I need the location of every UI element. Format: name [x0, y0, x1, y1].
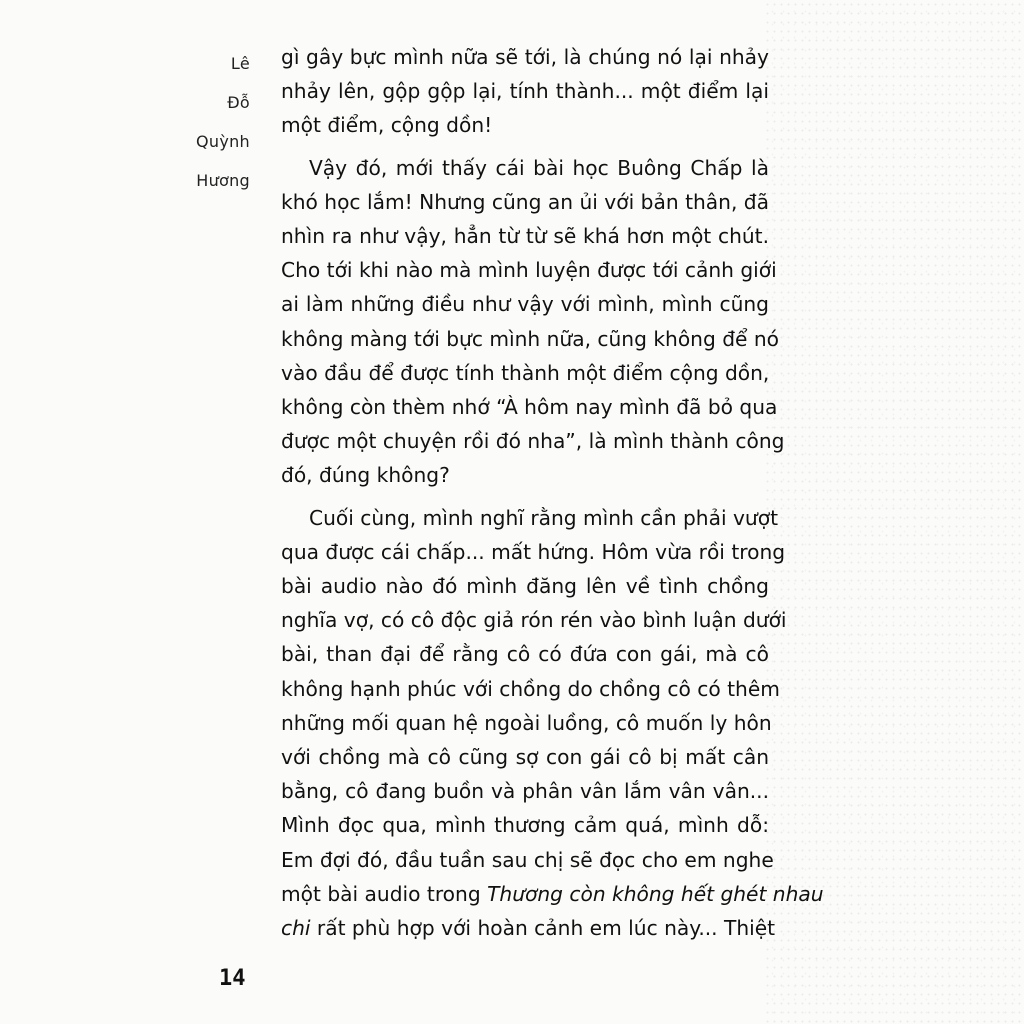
text-line: những mối quan hệ ngoài luồng, cô muốn ly hôn — [281, 710, 772, 735]
text-line: bằng, cô đang buồn và phân vân lắm vân vân... — [281, 779, 769, 804]
text-line: ai làm những điều như vậy với mình, mình cũng — [281, 292, 769, 317]
text-line: Mình đọc qua, mình thương cảm quá, mình dỗ: — [281, 813, 769, 838]
text-line: bài audio nào đó mình đăng lên về tình chồng — [281, 574, 769, 599]
text-segment: rất phù hợp với hoàn cảnh em lúc này... Thiệt — [310, 916, 776, 941]
book-title-italic: Thương còn không hết ghét nhau — [487, 881, 824, 906]
text-line: không còn thèm nhớ “À hôm nay mình đã bỏ qua — [281, 395, 778, 420]
text-line: một điểm, cộng dồn! — [281, 113, 493, 138]
paragraph-2 — [281, 151, 785, 493]
text-line: vào đầu để được tính thành một điểm cộng dồn, — [281, 360, 770, 385]
text-line: khó học lắm! Nhưng cũng an ủi với bản thân, đã — [281, 189, 769, 214]
running-author-name — [186, 44, 250, 200]
text-line: Em đợi đó, đầu tuần sau chị sẽ đọc cho em nghe — [281, 847, 774, 872]
text-line: không hạnh phúc với chồng do chồng cô có thêm — [281, 676, 780, 701]
text-line: được một chuyện rồi đó nha”, là mình thành công — [281, 429, 785, 454]
text-line: đó, đúng không? — [281, 463, 450, 488]
text-line: không màng tới bực mình nữa, cũng không để nó — [281, 326, 779, 351]
author-name-line-3: Quỳnh — [196, 132, 250, 151]
page-number: 14 — [219, 966, 246, 991]
text-line: nghĩa vợ, có cô độc giả rón rén vào bình luận dưới — [281, 608, 787, 633]
text-line: qua được cái chấp... mất hứng. Hôm vừa rồi trong — [281, 539, 786, 564]
text-line: Vậy đó, mới thấy cái bài học Buông Chấp là — [309, 155, 769, 180]
text-line-with-book-title — [281, 911, 776, 945]
author-name-line-2: Đỗ — [227, 93, 250, 112]
book-title-italic: chi — [281, 916, 311, 941]
paragraph-1 — [281, 40, 769, 143]
text-line: Cho tới khi nào mà mình luyện được tới cảnh giới — [281, 258, 777, 283]
text-line: bài, than đại để rằng cô có đứa con gái, mà cô — [281, 642, 769, 667]
text-line: với chồng mà cô cũng sợ con gái cô bị mất cân — [281, 745, 769, 770]
text-line: Cuối cùng, mình nghĩ rằng mình cần phải vượt — [309, 505, 778, 530]
body-text — [281, 40, 824, 953]
text-segment: một bài audio trong — [281, 881, 488, 906]
author-name-line-4: Hương — [196, 171, 250, 190]
text-line-with-book-title — [281, 877, 824, 911]
paragraph-3 — [281, 501, 824, 946]
text-line: nhảy lên, gộp gộp lại, tính thành... một điểm lại — [281, 79, 769, 104]
text-line: nhìn ra như vậy, hẳn từ từ sẽ khá hơn một chút. — [281, 224, 769, 249]
paper-texture — [764, 0, 1024, 1024]
author-name-line-1: Lê — [230, 54, 250, 73]
text-line: gì gây bực mình nữa sẽ tới, là chúng nó lại nhảy — [281, 45, 769, 69]
